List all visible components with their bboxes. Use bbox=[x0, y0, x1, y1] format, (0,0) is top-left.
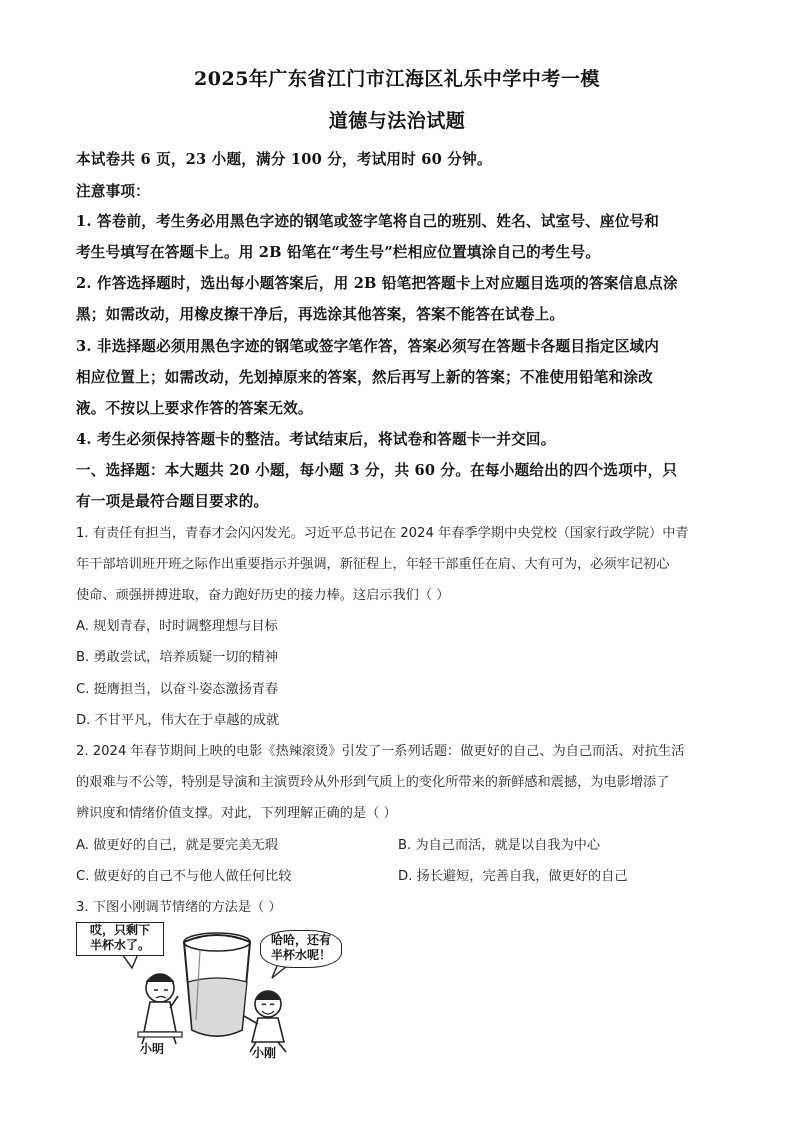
exam-summary: 本试卷共 6 页，23 小题，满分 100 分，考试用时 60 分钟。 bbox=[76, 151, 492, 168]
caption-xiaogang: 小刚 bbox=[252, 1046, 277, 1060]
question-stem-line: 辨识度和情绪价值支撑。对此，下列理解正确的是（ ） bbox=[76, 806, 397, 821]
q1-option-c: C. 挺膺担当，以奋斗姿态激扬青春 bbox=[76, 682, 279, 697]
speech-bubble-right bbox=[260, 930, 342, 968]
question-stem-line: 2. 2024 年春节期间上映的电影《热辣滚烫》引发了一系列话题：做更好的自己、为自己而活、对抗生活 bbox=[76, 744, 685, 759]
exam-subtitle: 道德与法治试题 bbox=[328, 110, 466, 132]
note-line: 1. 答卷前，考生务必用黑色字迹的钢笔或签字笔将自己的班别、姓名、试室号、座位号和 bbox=[76, 213, 660, 230]
question-stem-line: 3. 下图小刚调节情绪的方法是（ ） bbox=[76, 900, 282, 915]
q2-option-b: B. 为自己而活，就是以自我为中心 bbox=[398, 838, 601, 853]
note-line: 黑；如需改动，用橡皮擦干净后，再选涂其他答案，答案不能答在试卷上。 bbox=[76, 306, 565, 323]
exam-title: 2025年广东省江门市江海区礼乐中学中考一模 bbox=[194, 68, 600, 90]
note-line: 4. 考生必须保持答题卡的整洁。考试结束后，将试卷和答题卡一并交回。 bbox=[76, 431, 556, 448]
caption-xiaoming: 小明 bbox=[140, 1042, 165, 1056]
section-heading: 一、选择题：本大题共 20 小题，每小题 3 分，共 60 分。在每小题给出的四个选项中，只 bbox=[76, 462, 678, 479]
question-stem-line: 1. 有责任有担当，青春才会闪闪发光。习近平总书记在 2024 年春季学期中央党校（国家行政学院）中青 bbox=[76, 526, 689, 541]
speech-bubble-left bbox=[76, 922, 164, 956]
q1-option-b: B. 勇敢尝试，培养质疑一切的精神 bbox=[76, 650, 279, 665]
section-heading: 有一项是最符合题目要求的。 bbox=[76, 493, 269, 510]
q1-option-a: A. 规划青春，时时调整理想与目标 bbox=[76, 619, 278, 634]
bubble-right-line: 半杯水呢！ bbox=[270, 948, 331, 962]
question-stem-line: 使命、顽强拼搏进取，奋力跑好历史的接力棒。这启示我们（ ） bbox=[76, 588, 450, 603]
q2-option-d: D. 扬长避短，完善自我，做更好的自己 bbox=[398, 869, 628, 884]
q1-option-d: D. 不甘平凡，伟大在于卓越的成就 bbox=[76, 713, 280, 728]
notes-heading: 注意事项： bbox=[76, 183, 150, 200]
bubble-right-line: 哈哈，还有 bbox=[270, 933, 331, 947]
question-stem-line: 的艰难与不公等，特别是导演和主演贾玲从外形到气质上的变化所带来的新鲜感和震撼，为电影增添了 bbox=[76, 775, 670, 790]
cartoon-figure bbox=[72, 920, 352, 1060]
note-line: 相应位置上；如需改动，先划掉原来的答案，然后再写上新的答案；不准使用铅笔和涂改 bbox=[76, 369, 653, 386]
note-line: 3. 非选择题必须用黑色字迹的钢笔或签字笔作答，答案必须写在答题卡各题目指定区域内 bbox=[76, 338, 660, 355]
note-line: 液。不按以上要求作答的答案无效。 bbox=[76, 400, 313, 417]
bubble-left-line: 半杯水了。 bbox=[89, 938, 150, 952]
bubble-left-line: 哎，只剩下 bbox=[89, 923, 150, 937]
note-line: 2. 作答选择题时，选出每小题答案后，用 2B 铅笔把答题卡上对应题目选项的答案信息点涂 bbox=[76, 275, 678, 292]
note-line: 考生号填写在答题卡上。用 2B 铅笔在“考生号”栏相应位置填涂自己的考生号。 bbox=[76, 244, 601, 261]
q2-option-c: C. 做更好的自己不与他人做任何比较 bbox=[76, 869, 292, 884]
q2-option-a: A. 做更好的自己，就是要完美无瑕 bbox=[76, 838, 278, 853]
question-stem-line: 年干部培训班开班之际作出重要指示并强调，新征程上，年轻干部重任在肩、大有可为，必须牢记初心 bbox=[76, 557, 670, 572]
